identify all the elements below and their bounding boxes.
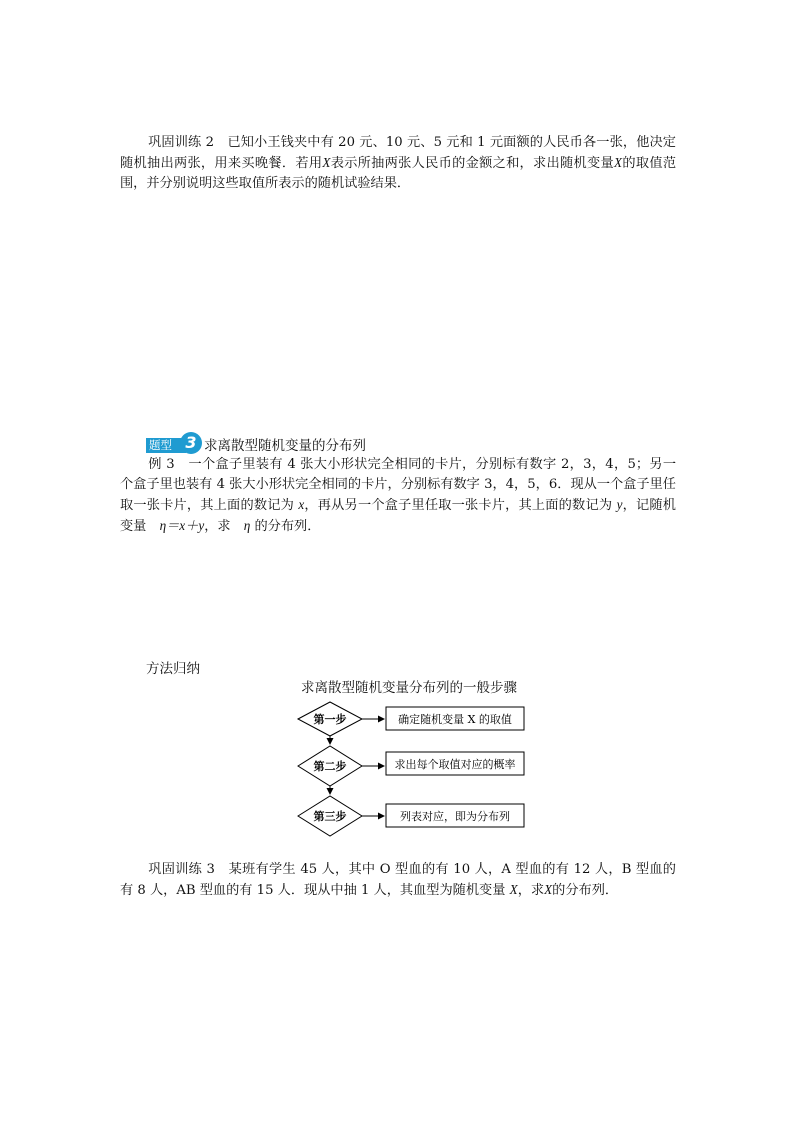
flowchart — [290, 700, 540, 838]
exercise-2-text-c: 的取值范围，并分别说明这些取值所表示的随机试验结果． — [120, 156, 677, 191]
exercise-3-text-a: 某班有学生 45 人，其中 O 型血的有 10 人，A 型血的有 12 人，B 型血的有 8 人，AB 型血的有 15 人．现从中抽 1 人，其血型为随机变量 — [120, 862, 676, 898]
exercise-3-label: 巩固训练 3 — [148, 862, 215, 877]
exercise-3-text-b: ，求 — [517, 883, 545, 898]
exercise-2-var-x-2: X — [613, 155, 623, 170]
type-badge-number: 3 — [180, 432, 202, 454]
exercise-2-var-x: X — [322, 155, 331, 170]
exercise-2-text-a: 已知小王钱夹中有 20 元、10 元、5 元和 1 元面额的人民币各一张，他决定随机抽出两张，用来买晚餐．若用 — [120, 135, 676, 171]
exercise-2-text-b: 表示所抽两张人民币的金额之和，求出随机变量 — [330, 156, 614, 171]
step-3-label: 第三步 — [313, 810, 347, 823]
step-1-desc: 确定随机变量 X 的取值 — [398, 713, 512, 726]
type-badge — [146, 434, 204, 454]
example-3-label: 例 3 — [148, 457, 175, 472]
question-type-heading — [146, 434, 366, 454]
exercise-3-text-c: 的分布列． — [552, 883, 619, 898]
exercise-2-label: 巩固训练 2 — [148, 135, 215, 150]
step-2-desc: 求出每个取值对应的概率 — [394, 758, 516, 771]
example-3-text-e: 的分布列． — [254, 519, 321, 534]
example-3-text-a: 一个盒子里装有 4 张大小形状完全相同的卡片，分别标有数字 2，3，4，5；另一个盒子里也装有 4 张大小形状完全相同的卡片，分别标有数字 3，4，5，6．现从一个盒子里任取一张卡片，其上面的数记为 — [120, 457, 677, 513]
exercise-2 — [120, 133, 676, 194]
step-1-label: 第一步 — [313, 713, 347, 726]
flowchart-title: 求离散型随机变量分布列的一般步骤 — [301, 680, 517, 696]
example-3-text-d: ，求 — [204, 519, 231, 534]
example-3-text-b: ，再从另一个盒子里任取一张卡片，其上面的数记为 — [304, 498, 613, 513]
step-3-desc: 列表对应，即为分布列 — [400, 810, 510, 823]
example-3-var-x: x — [298, 497, 305, 512]
type-title: 求离散型随机变量的分布列 — [204, 438, 366, 454]
exercise-3 — [120, 860, 676, 901]
method-heading: 方法归纳 — [146, 661, 200, 677]
exercise-3-var-x-2: X — [544, 882, 553, 897]
example-3-formula: η＝x＋y — [159, 518, 205, 533]
example-3-var-y: y — [616, 497, 623, 512]
example-3 — [120, 455, 676, 537]
example-3-var-eta: η — [243, 518, 251, 533]
step-2-label: 第二步 — [313, 760, 347, 773]
example-3-text-c: ，记随机变量 — [120, 498, 676, 534]
type-badge-label: 题型 — [146, 438, 186, 453]
exercise-3-var-x: X — [509, 882, 518, 897]
